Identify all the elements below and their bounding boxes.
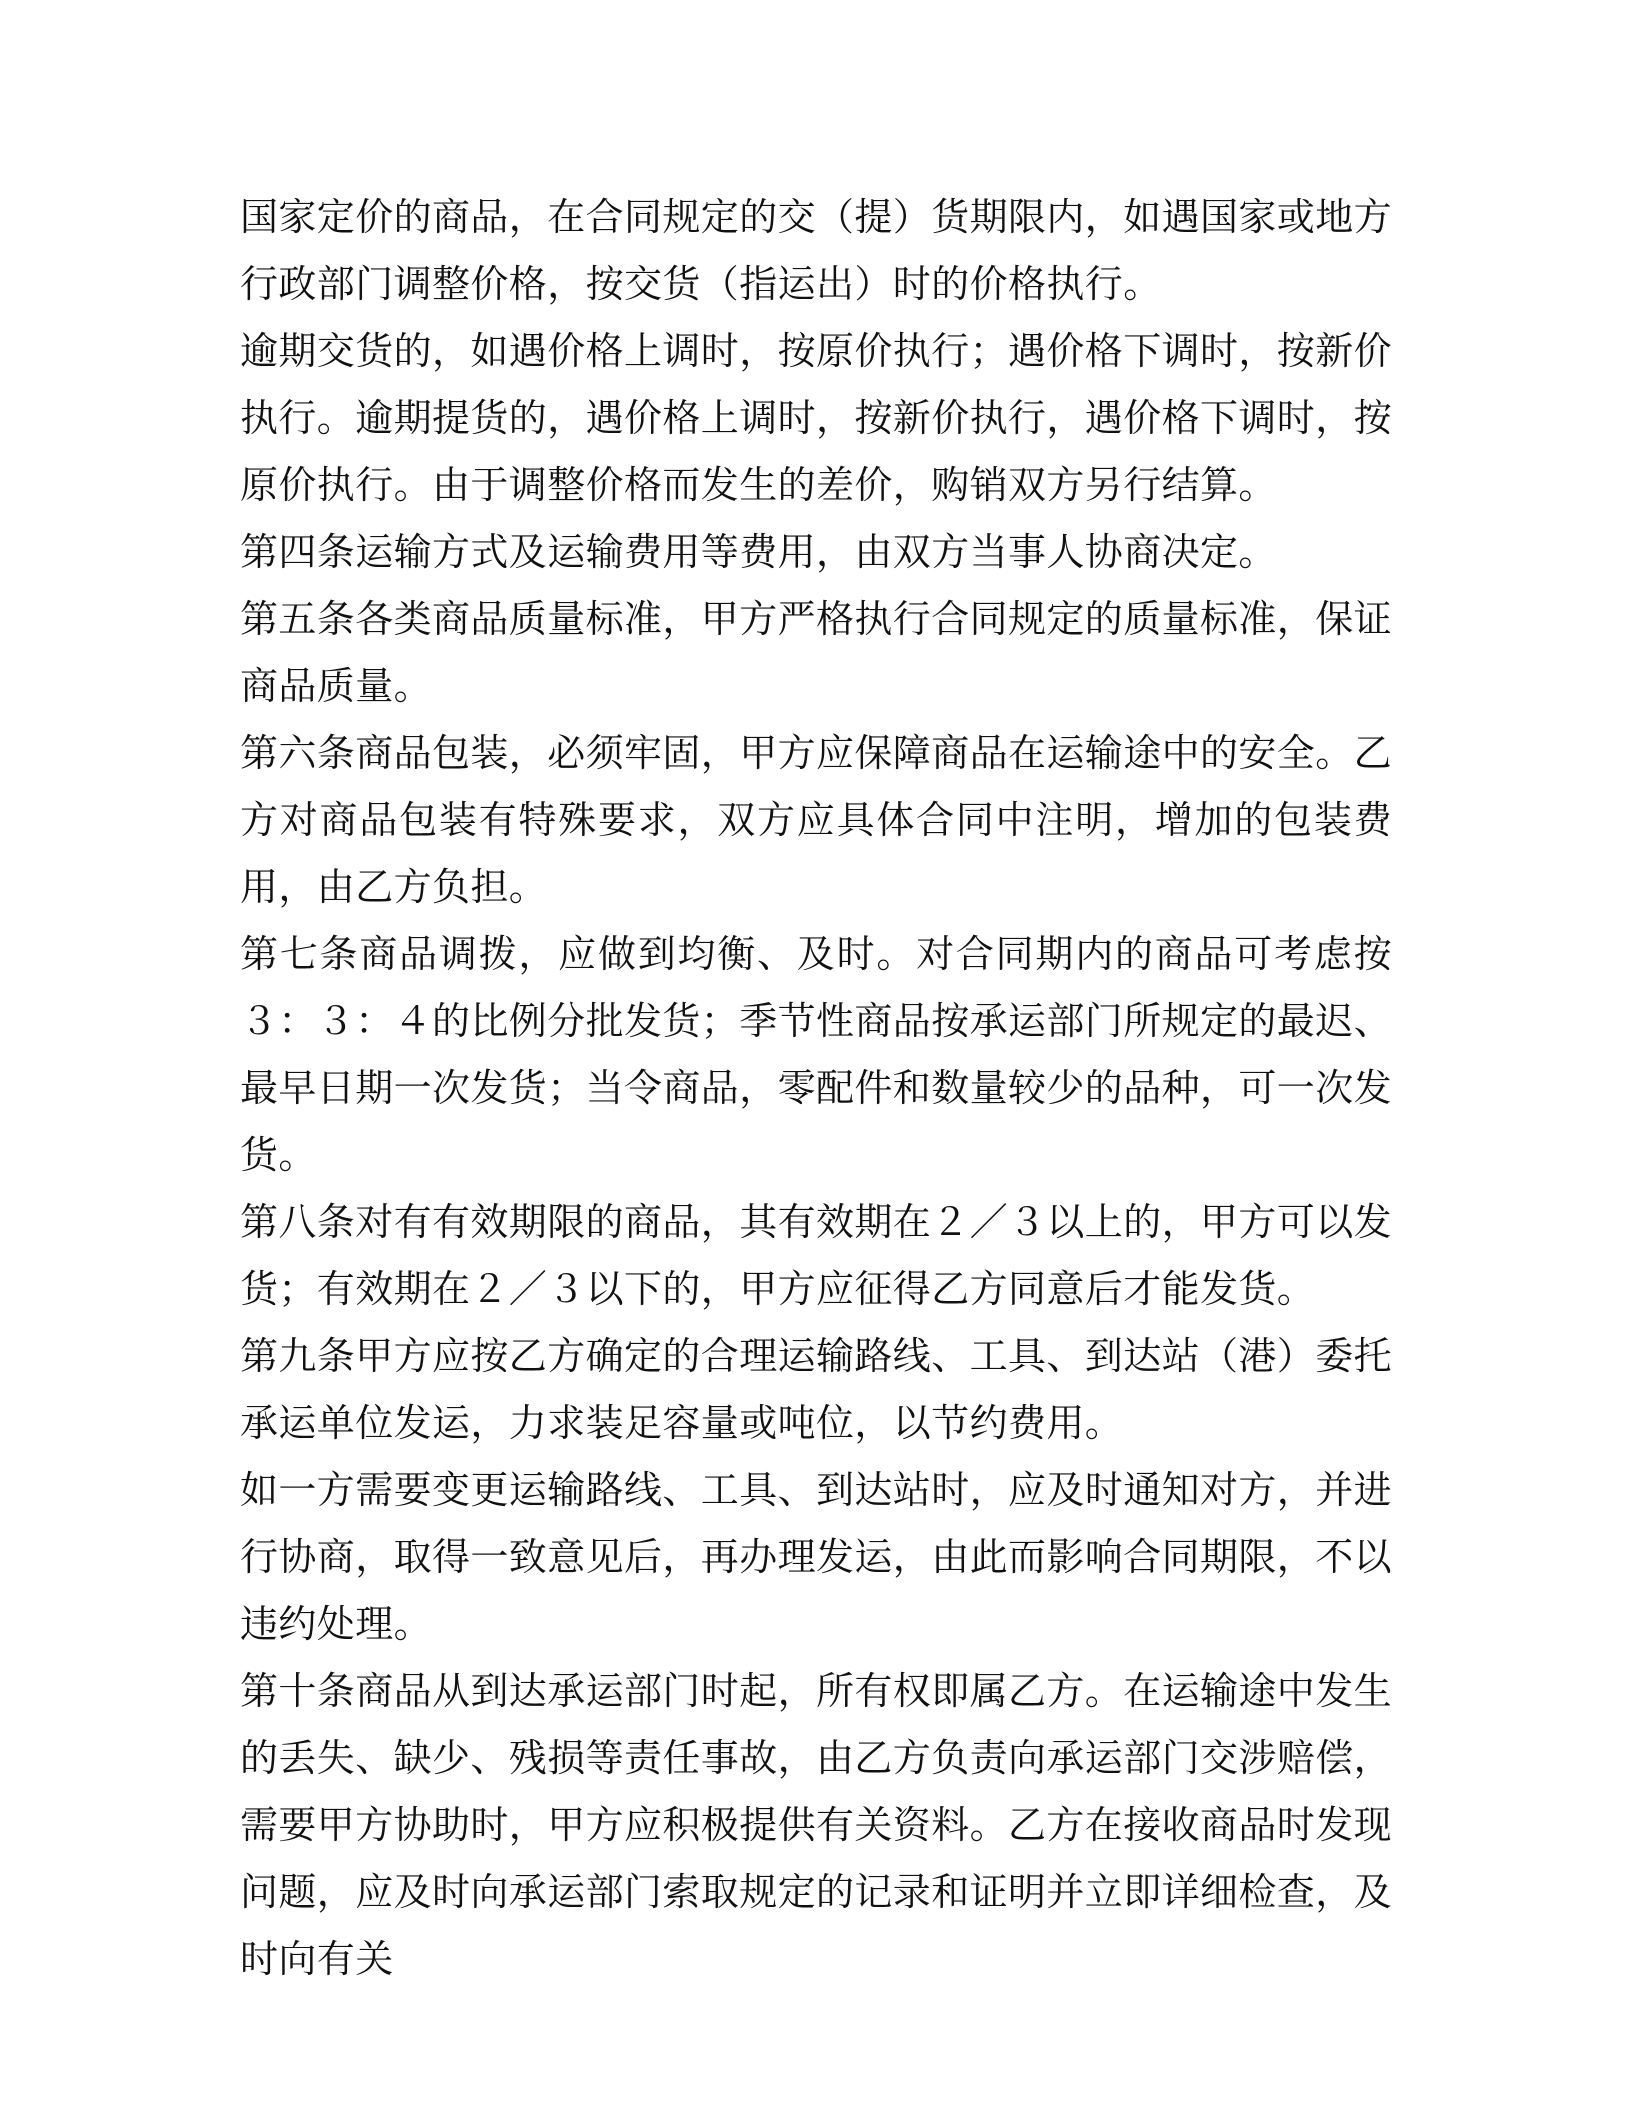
paragraph-article-6: 第六条商品包装，必须牢固，甲方应保障商品在运输途中的安全。乙方对商品包装有特殊要求，双方应具体合同中注明，增加的包装费用，由乙方负担。 bbox=[240, 731, 1393, 909]
paragraph-article-8: 第八条对有有效期限的商品，其有效期在２／３以上的，甲方可以发货；有效期在２／３以下的，甲方应征得乙方同意后才能发货。 bbox=[240, 1200, 1393, 1311]
paragraph-article-10: 第十条商品从到达承运部门时起，所有权即属乙方。在运输途中发生的丢失、缺少、残损等责任事故，由乙方负责向承运部门交涉赔偿，需要甲方协助时，甲方应积极提供有关资料。乙方在接收商品时发现问题，应及时向承运部门索取规定的记录和证明并立即详细检查，及时向有关 bbox=[240, 1669, 1393, 1981]
paragraph-overdue-delivery: 逾期交货的，如遇价格上调时，按原价执行；遇价格下调时，按新价执行。逾期提货的，遇价格上调时，按新价执行，遇价格下调时，按原价执行。由于调整价格而发生的差价，购销双方另行结算。 bbox=[240, 329, 1393, 507]
paragraph-route-change: 如一方需要变更运输路线、工具、到达站时，应及时通知对方，并进行协商，取得一致意见后，再办理发运，由此而影响合同期限，不以违约处理。 bbox=[240, 1468, 1393, 1646]
paragraph-article-4: 第四条运输方式及运输费用等费用，由双方当事人协商决定。 bbox=[240, 530, 1277, 574]
paragraph-price-adjustment: 国家定价的商品，在合同规定的交（提）货期限内，如遇国家或地方行政部门调整价格，按交货（指运出）时的价格执行。 bbox=[240, 195, 1393, 306]
paragraph-article-7: 第七条商品调拨，应做到均衡、及时。对合同期内的商品可考虑按３：３：４的比例分批发货；季节性商品按承运部门所规定的最迟、最早日期一次发货；当令商品，零配件和数量较少的品种，可一次发货。 bbox=[240, 932, 1393, 1177]
paragraph-article-5: 第五条各类商品质量标准，甲方严格执行合同规定的质量标准，保证商品质量。 bbox=[240, 597, 1393, 708]
paragraph-article-9: 第九条甲方应按乙方确定的合理运输路线、工具、到达站（港）委托承运单位发运，力求装足容量或吨位，以节约费用。 bbox=[240, 1334, 1393, 1445]
document-body bbox=[240, 184, 1392, 1993]
